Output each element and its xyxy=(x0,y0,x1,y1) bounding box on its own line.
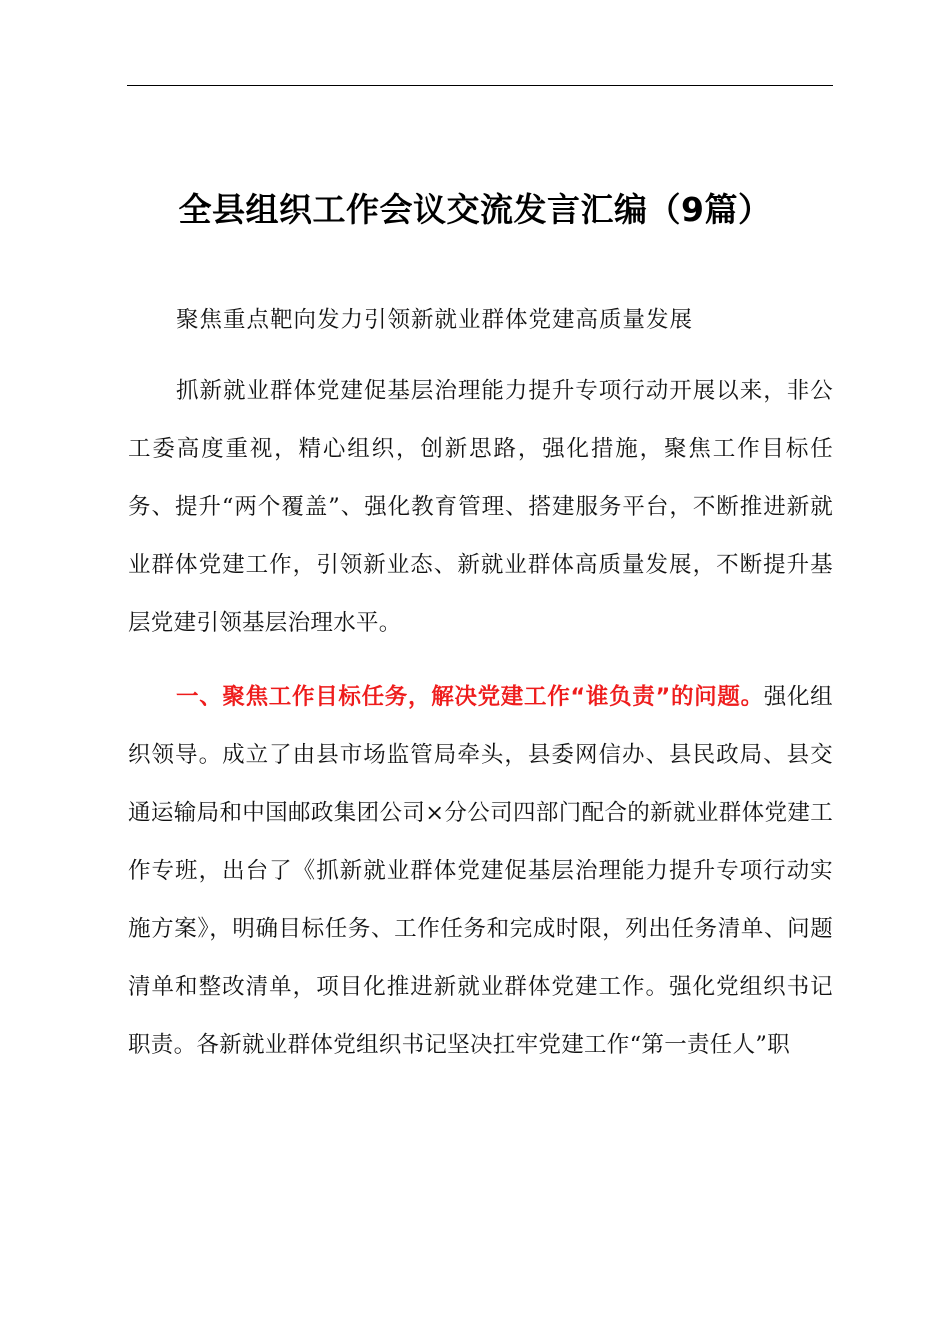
paragraph-2-text: 强化组织领导。成立了由县市场监管局牵头，县委网信办、县民政局、县交通运输局和中国邮政集团公司×分公司四部门配合的新就业群体党建工作专班，出台了《抓新就业群体党建促基层治理能力提升专项行动实施方案》，明确目标任务、工作任务和完成时限，列出任务清单、问题清单和整改清单，项目化推进新就业群体党建工作。强化党组织书记职责。各新就业群体党组织书记坚决扛牢党建工作“第一责任人”职 xyxy=(128,684,833,1058)
document-title: 全县组织工作会议交流发言汇编（9篇） xyxy=(178,190,772,229)
body-paragraph-2 xyxy=(128,668,833,1074)
section-heading-1: 一、聚焦工作目标任务，解决党建工作“谁负责”的问题。 xyxy=(176,684,764,710)
body-paragraph-1 xyxy=(128,362,833,652)
document-subtitle: 聚焦重点靶向发力引领新就业群体党建高质量发展 xyxy=(176,307,694,333)
header-rule xyxy=(127,85,833,86)
paragraph-1-text: 抓新就业群体党建促基层治理能力提升专项行动开展以来，非公工委高度重视，精心组织，创新思路，强化措施，聚焦工作目标任务、提升“两个覆盖”、强化教育管理、搭建服务平台，不断推进新就业群体党建工作，引领新业态、新就业群体高质量发展，不断提升基层党建引领基层治理水平。 xyxy=(128,378,833,636)
